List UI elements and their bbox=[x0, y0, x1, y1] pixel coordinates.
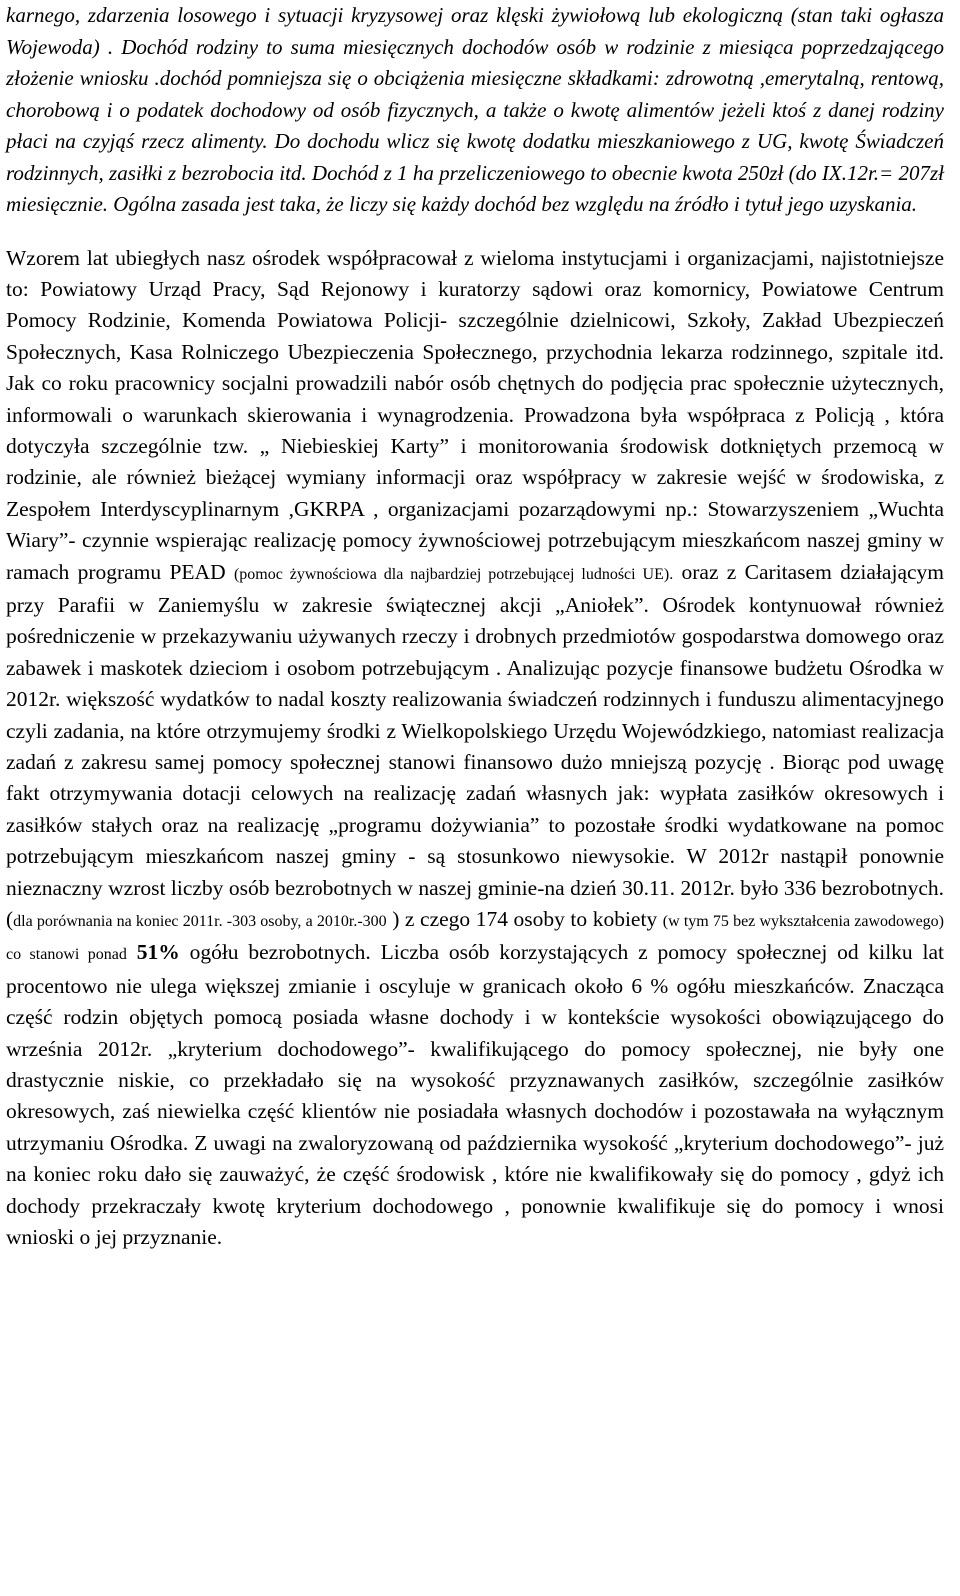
paragraph-text: ogółu bezrobotnych. Liczba osób korzystających z pomocy społecznej od kilku lat procentowo nie ulega większej zmianie i oscyluje w granicach około 6 % ogółu mieszkańców. Znacząca część rodzin objętych pomocą posiada własne dochody i w kontekście wysokości obowiązującego do września 2012r. „kryterium dochodowego”- kwalifikującego do pomocy społecznej, nie były one drastycznie niskie, co przekładało się na wysokość przyznawanych zasiłków, szczególnie zasiłków okresowych, zaś niewielka część klientów nie posiadała własnych dochodów i pozostawała na wyłącznym utrzymaniu Ośrodka. Z uwagi na zwaloryzowaną od października wysokość „kryterium dochodowego”- już na koniec roku dało się zauważyć, że część środowisk , które nie kwalifikowały się do pomocy , gdyż ich dochody przekraczały kwotę kryterium dochodowego , ponownie kwalifikuje się do pomocy i wnosi wnioski o jej przyznanie. bbox=[6, 940, 944, 1250]
paragraph-text: karnego, zdarzenia losowego i sytuacji kryzysowej oraz klęski żywiołową lub ekologiczną (stan taki ogłasza Wojewoda) . Dochód rodziny to suma miesięcznych dochodów osób w rodzinie z miesiąca poprzedzającego złożenie wniosku .dochód pomniejsza się o obciążenia miesięczne składkami: zdrowotną ,emerytalną, rentową, chorobową i o podatek dochodowy od osób fizycznych, a także o kwotę alimentów jeżeli ktoś z danej rodziny płaci na czyjąś rzecz alimenty. Do dochodu wlicz się kwotę dodatku mieszkaniowego z UG, kwotę Świadczeń rodzinnych, zasiłki z bezrobocia itd. Dochód z 1 ha przeliczeniowego to obecnie kwota 250zł (do IX.12r.= 207zł miesięcznie. Ogólna zasada jest taka, że liczy się każdy dochód bez względu na źródło i tytuł jego uzyskania. bbox=[6, 3, 944, 216]
paragraph-note-comparison: dla porównania na koniec 2011r. -303 osoby, a 2010r.-300 bbox=[13, 913, 387, 931]
paragraph-income-rules bbox=[6, 0, 944, 221]
paragraph-cooperation bbox=[6, 243, 944, 1254]
paragraph-text: Wzorem lat ubiegłych nasz ośrodek współpracował z wieloma instytucjami i organizacjami, najistotniejsze to: Powiatowy Urząd Pracy, Sąd Rejonowy i kuratorzy sądowi oraz komornicy, Powiatowe Centrum Pomocy Rodzinie, Komenda Powiatowa Policji- szczególnie dzielnicowi, Szkoły, Zakład Ubezpieczeń Społecznych, Kasa Rolniczego Ubezpieczenia Społecznego, przychodnia lekarza rodzinnego, szpitale itd. Jak co roku pracownicy socjalni prowadzili nabór osób chętnych do podjęcia prac społecznie użytecznych, informowali o warunkach skierowania i wynagrodzenia. Prowadzona była współpraca z Policją , która dotyczyła szczególnie tzw. „ Niebieskiej Karty” i monitorowania środowisk dotkniętych przemocą w rodzinie, ale również bieżącej wymiany informacji oraz współpracy w zakresie wejść w środowiska, z Zespołem Interdyscyplinarnym ,GKRPA , organizacjami pozarządowymi np.: Stowarzyszeniem „Wuchta Wiary”- czynnie wspierając realizację pomocy żywnościowej potrzebującym mieszkańcom naszej gminy w ramach programu PEAD bbox=[6, 245, 944, 584]
paragraph-text: oraz z Caritasem działającym przy Parafii w Zaniemyślu w zakresie świątecznej akcji „Aniołek”. Ośrodek kontynuował również pośredniczenie w przekazywaniu używanych rzeczy i drobnych przedmiotów gospodarstwa domowego oraz zabawek i maskotek dzieciom i osobom potrzebującym . Analizując pozycje finansowe budżetu Ośrodka w 2012r. większość wydatków to nadal koszty realizowania świadczeń rodzinnych i funduszu alimentacyjnego czyli zadania, na które otrzymujemy środki z Wielkopolskiego Urzędu Wojewódzkiego, natomiast realizacja zadań z zakresu samej pomocy społecznej stanowi finansowo dużo mniejszą pozycję . Biorąc pod uwagę fakt otrzymywania dotacji celowych na realizację zadań własnych jak: wypłata zasiłków okresowych i zasiłków stałych oraz na realizację „programu dożywiania” to pozostałe środki wydatkowane na pomoc potrzebującym mieszkańcom naszej gminy - są stosunkowo niewysokie. W 2012r nastąpił ponownie nieznaczny wzrost liczby osób bezrobotnych w naszej gminie-na dzień 30.11. 2012r. było 336 bezrobotnych. ( bbox=[6, 559, 944, 932]
paragraph-note-education: (w tym 75 bez wykształcenia zawodowego) co stanowi ponad bbox=[6, 913, 944, 964]
paragraph-note-pead: (pomoc żywnościowa dla najbardziej potrzebującej ludności UE). bbox=[233, 565, 674, 583]
paragraph-text: ) z czego 174 osoby to kobiety bbox=[386, 907, 663, 932]
percent-unemployed: 51% bbox=[126, 940, 180, 965]
